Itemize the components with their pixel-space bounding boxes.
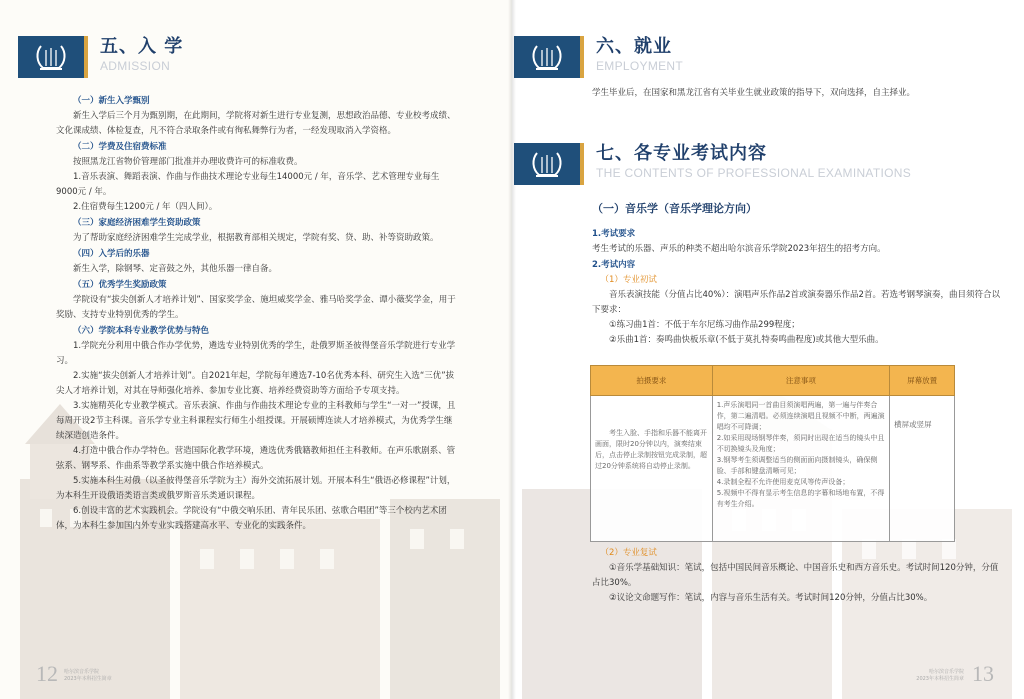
lyre-icon: [34, 42, 68, 72]
paragraph: 6.创设丰富的艺术实践机会。学院设有“中俄交响乐团、青年民乐团、弦歌合唱团”等三个校内艺术团体，为本科生参加国内外专业实践搭建高水平、专业化的实践条件。: [56, 506, 447, 531]
lyre-icon: [530, 42, 564, 72]
admission-header: [18, 36, 183, 78]
lyre-icon: [530, 149, 564, 179]
admission-body: [56, 93, 456, 534]
table-header: 拍摄要求: [591, 366, 713, 396]
retest-heading: （2）专业复试: [600, 548, 657, 558]
employment-emblem: [514, 36, 580, 78]
note-item: 4.录制全程不允许使用麦克风等传声设备；: [716, 478, 850, 486]
exam-content-heading: 2.考试内容: [592, 260, 636, 270]
exam-body: [592, 226, 1002, 348]
paragraph: 为了帮助家庭经济困难学生完成学业，根据教育部相关规定，学院有奖、贷、助、补等资助政策。: [73, 233, 439, 243]
paragraph: 学院设有“拔尖创新人才培养计划”、国家奖学金、施坦威奖学金、雅马哈奖学金、谭小薇奖学金，用于奖励、支持专业特别优秀的学生。: [56, 295, 456, 320]
admission-emblem: [18, 36, 84, 78]
paragraph: 2.住宿费每生1200元 / 年（四人间）。: [73, 202, 218, 212]
preliminary-text: 音乐表演技能（分值占比40%）：演唱声乐作品2首或演奏器乐作品2首。若选考钢琴演奏，曲目须符合以下要求：: [592, 290, 1000, 315]
paragraph: 4.打造中俄合作办学特色。营造国际化教学环境，遴选优秀俄籍教师担任主科教师。在声乐歌剧系、管弦系、钢琴系、作曲系等教学系实施中俄合作培养模式。: [56, 446, 456, 471]
book-gutter: [508, 0, 516, 699]
paragraph: 5.实施本科生对俄（以圣彼得堡音乐学院为主）海外交流拓展计划。开展本科生“俄语必修课程”计划，为本科生开设俄语类语言类或俄罗斯音乐类通识课程。: [56, 476, 456, 501]
page-tag-left: 哈尔滨音乐学院 2023年本科招生简章: [64, 669, 112, 682]
employment-subtitle: EMPLOYMENT: [596, 59, 684, 73]
paragraph: 按照黑龙江省物价管理部门批准并办理收费许可的标准收费。: [73, 157, 303, 167]
subheading: （二）学费及住宿费标准: [73, 142, 167, 152]
admission-subtitle: ADMISSION: [100, 59, 171, 73]
table-header: 屏幕放置: [890, 366, 955, 396]
employment-text: 学生毕业后，在国家和黑龙江省有关毕业生就业政策的指导下，双向选择，自主择业。: [592, 88, 916, 98]
paragraph: 新生入学后三个月为甄别期，在此期间，学院将对新生进行专业复测，思想政治品德、专业校考成绩、文化课成绩、体检复查，凡不符合录取条件或有徇私舞弊行为者，一经发现取消入学资格。: [56, 111, 456, 136]
retest-item: ①音乐学基础知识：笔试，包括中国民间音乐概论、中国音乐史和西方音乐史。考试时间120分钟，分值占比30%。: [592, 563, 999, 588]
piece-requirement: ①练习曲1首：不低于车尔尼练习曲作品299程度；: [609, 320, 800, 330]
page-number-left: 12: [36, 661, 58, 686]
note-item: 5.视频中不得有显示考生信息的字幕和场地布置，不得有考生介绍。: [716, 489, 885, 508]
paragraph: 新生入学，除钢琴、定音鼓之外，其他乐器一律自备。: [73, 264, 278, 274]
right-page: [512, 0, 1024, 699]
note-item: 2.如采用现场钢琴伴奏，须同时出现在适当的镜头中且不切换镜头及角度；: [716, 434, 885, 453]
employment-title: 六、就业: [596, 36, 672, 57]
exam-requirement-text: 考生考试的乐器、声乐的种类不超出哈尔滨音乐学院2023年招生的招考方向。: [592, 244, 886, 254]
retest-body: [592, 546, 1002, 606]
screen-placement-cell: 横屏或竖屏: [890, 396, 955, 542]
notes-cell: [712, 396, 889, 542]
page-tag-right: 哈尔滨音乐学院 2023年本科招生简章: [916, 669, 964, 682]
shooting-requirements-cell: 考生入脸、手指和乐器不能离开画面，限时20分钟以内，演奏结束后，点击停止录制按钮完成录制，超过20分钟系统将自动停止录制。: [591, 396, 713, 542]
exam-emblem: [514, 143, 580, 185]
subheading: （五）优秀学生奖励政策: [73, 280, 167, 290]
subheading: （一）新生入学甄别: [73, 96, 150, 106]
paragraph: 3.实施精英化专业教学模式。音乐表演、作曲与作曲技术理论专业的主科教师与学生“一对一”授课，且每周开设2节主科课。音乐学专业主科课程实行师生小组授课。开展硕博连读人才培养模式，为优秀学生继续深造创造条件。: [56, 401, 456, 441]
subheading: （四）入学后的乐器: [73, 249, 150, 259]
paragraph: 1.音乐表演、舞蹈表演、作曲与作曲技术理论专业每生14000元 / 年，音乐学、艺术管理专业每生9000元 / 年。: [56, 172, 440, 197]
recording-requirements-table: [590, 365, 955, 542]
exam-content-subtitle: THE CONTENTS OF PROFESSIONAL EXAMINATIONS: [596, 166, 912, 180]
exam-requirement-heading: 1.考试要求: [592, 229, 636, 239]
major-heading: （一）音乐学（音乐学理论方向）: [592, 202, 757, 215]
note-item: 3.钢琴考生须调整适当的侧面面向摄制镜头，确保侧脸、手部和键盘清晰可见；: [716, 456, 878, 475]
admission-title: 五、入 学: [100, 36, 184, 57]
subheading: （六）学院本科专业教学优势与特色: [73, 326, 210, 336]
page-number-right: 13: [972, 661, 994, 686]
piece-requirement: ②乐曲1首：奏鸣曲快板乐章(不低于莫扎特奏鸣曲程度)或其他大型乐曲。: [609, 335, 884, 345]
exam-content-header: [514, 143, 911, 185]
preliminary-heading: （1）专业初试: [600, 275, 657, 285]
exam-content-title: 七、各专业考试内容: [596, 143, 767, 164]
paragraph: 2.实施“拔尖创新人才培养计划”。自2021年起，学院每年遴选7-10名优秀本科、研究生入选“三优”拔尖人才培养计划，对其在导师强化培养、参加专业比赛、培养经费资助等方面给予专项支持。: [56, 371, 455, 396]
note-item: 1.声乐演唱同一首曲目须演唱两遍，第一遍与伴奏合作，第二遍清唱。必须连续演唱且视频不中断，两遍演唱均不可降调；: [716, 401, 885, 431]
retest-item: ②议论文命题写作：笔试，内容与音乐生活有关。考试时间120分钟，分值占比30%。: [609, 593, 933, 603]
employment-header: [514, 36, 683, 78]
paragraph: 1.学院充分利用中俄合作办学优势，遴选专业特别优秀的学生，赴俄罗斯圣彼得堡音乐学院进行专业学习。: [56, 341, 456, 366]
table-header: 注意事项: [712, 366, 889, 396]
subheading: （三）家庭经济困难学生资助政策: [73, 218, 201, 228]
